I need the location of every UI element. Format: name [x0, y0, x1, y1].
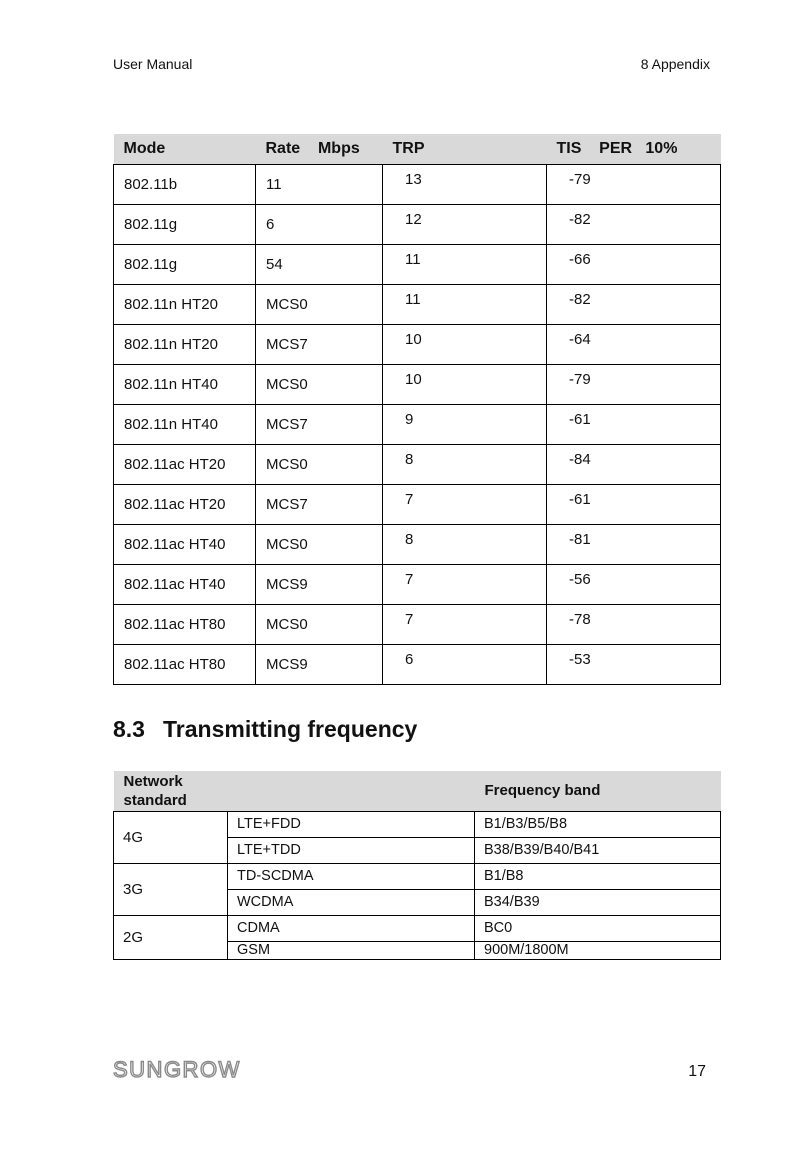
trp-cell: 7 — [383, 484, 547, 524]
mode-cell: 802.11n HT20 — [114, 284, 256, 324]
frequency-table — [113, 771, 721, 960]
tis-cell: -66 — [547, 244, 721, 284]
trp-cell: 10 — [383, 324, 547, 364]
tis-cell: -56 — [547, 564, 721, 604]
network-generation-cell: 4G — [114, 811, 228, 863]
mode-cell: 802.11ac HT40 — [114, 564, 256, 604]
mode-cell: 802.11g — [114, 244, 256, 284]
table-row — [114, 915, 721, 941]
trp-cell: 8 — [383, 444, 547, 484]
rate-cell: MCS0 — [256, 604, 383, 644]
frequency-band-cell: B1/B8 — [475, 863, 721, 889]
table-row — [114, 204, 721, 244]
rate-cell: 54 — [256, 244, 383, 284]
technology-cell: LTE+TDD — [228, 837, 475, 863]
table-row — [114, 444, 721, 484]
technology-cell: TD-SCDMA — [228, 863, 475, 889]
mode-cell: 802.11n HT40 — [114, 404, 256, 444]
section-heading — [113, 716, 417, 743]
trp-cell: 11 — [383, 284, 547, 324]
tis-cell: -84 — [547, 444, 721, 484]
table-row — [114, 364, 721, 404]
trp-cell: 7 — [383, 604, 547, 644]
tis-cell: -64 — [547, 324, 721, 364]
tis-cell: -82 — [547, 204, 721, 244]
col-header-tis: TIS PER 10% — [547, 134, 721, 164]
tis-cell: -53 — [547, 644, 721, 684]
col-header-trp: TRP — [383, 134, 547, 164]
rate-cell: MCS0 — [256, 284, 383, 324]
table-row — [114, 863, 721, 889]
table-header-row — [114, 134, 721, 164]
rate-cell: 6 — [256, 204, 383, 244]
frequency-band-cell: B34/B39 — [475, 889, 721, 915]
frequency-band-cell: 900M/1800M — [475, 941, 721, 959]
technology-cell: LTE+FDD — [228, 811, 475, 837]
trp-cell: 11 — [383, 244, 547, 284]
tis-cell: -81 — [547, 524, 721, 564]
sungrow-logo-graphic — [113, 1057, 257, 1081]
table-row — [114, 404, 721, 444]
col-header-mode: Mode — [114, 134, 256, 164]
rate-cell: MCS0 — [256, 524, 383, 564]
table-row — [114, 564, 721, 604]
section-title: Transmitting frequency — [163, 716, 418, 742]
table-row — [114, 284, 721, 324]
frequency-band-cell: B38/B39/B40/B41 — [475, 837, 721, 863]
mode-cell: 802.11ac HT40 — [114, 524, 256, 564]
frequency-band-cell: BC0 — [475, 915, 721, 941]
tis-cell: -79 — [547, 164, 721, 204]
mode-cell: 802.11ac HT80 — [114, 644, 256, 684]
technology-cell: WCDMA — [228, 889, 475, 915]
rate-cell: MCS7 — [256, 324, 383, 364]
col-header-rate: Rate Mbps — [256, 134, 383, 164]
rate-cell: MCS9 — [256, 644, 383, 684]
trp-cell: 9 — [383, 404, 547, 444]
mode-cell: 802.11ac HT80 — [114, 604, 256, 644]
frequency-band-cell: B1/B3/B5/B8 — [475, 811, 721, 837]
trp-cell: 8 — [383, 524, 547, 564]
mode-cell: 802.11n HT40 — [114, 364, 256, 404]
wifi-performance-table — [113, 134, 721, 685]
table-row — [114, 484, 721, 524]
trp-cell: 7 — [383, 564, 547, 604]
sungrow-logo — [113, 1057, 257, 1086]
tis-cell: -61 — [547, 484, 721, 524]
trp-cell: 10 — [383, 364, 547, 404]
section-number: 8.3 — [113, 716, 145, 742]
table-header-row — [114, 771, 721, 811]
tis-cell: -82 — [547, 284, 721, 324]
table-row — [114, 644, 721, 684]
mode-cell: 802.11b — [114, 164, 256, 204]
mode-cell: 802.11g — [114, 204, 256, 244]
tis-cell: -78 — [547, 604, 721, 644]
rate-cell: MCS0 — [256, 444, 383, 484]
rate-cell: MCS7 — [256, 484, 383, 524]
table-row — [114, 324, 721, 364]
trp-cell: 12 — [383, 204, 547, 244]
col-header-network-standard — [114, 771, 475, 811]
mode-cell: 802.11ac HT20 — [114, 444, 256, 484]
tis-cell: -79 — [547, 364, 721, 404]
header-left: User Manual — [113, 56, 193, 72]
mode-cell: 802.11ac HT20 — [114, 484, 256, 524]
table-row — [114, 244, 721, 284]
table-row — [114, 524, 721, 564]
table-row — [114, 811, 721, 837]
trp-cell: 13 — [383, 164, 547, 204]
rate-cell: MCS9 — [256, 564, 383, 604]
rate-cell: 11 — [256, 164, 383, 204]
table-row — [114, 604, 721, 644]
table-row — [114, 164, 721, 204]
svg-text:SUNGROW: SUNGROW — [113, 1057, 241, 1081]
network-generation-cell: 3G — [114, 863, 228, 915]
technology-cell: CDMA — [228, 915, 475, 941]
rate-cell: MCS0 — [256, 364, 383, 404]
page-number: 17 — [688, 1063, 706, 1080]
network-standard-label: Network standard — [123, 772, 187, 809]
technology-cell: GSM — [228, 941, 475, 959]
network-generation-cell: 2G — [114, 915, 228, 959]
trp-cell: 6 — [383, 644, 547, 684]
col-header-frequency-band: Frequency band — [475, 771, 721, 811]
rate-cell: MCS7 — [256, 404, 383, 444]
mode-cell: 802.11n HT20 — [114, 324, 256, 364]
header-right: 8 Appendix — [640, 56, 710, 72]
tis-cell: -61 — [547, 404, 721, 444]
